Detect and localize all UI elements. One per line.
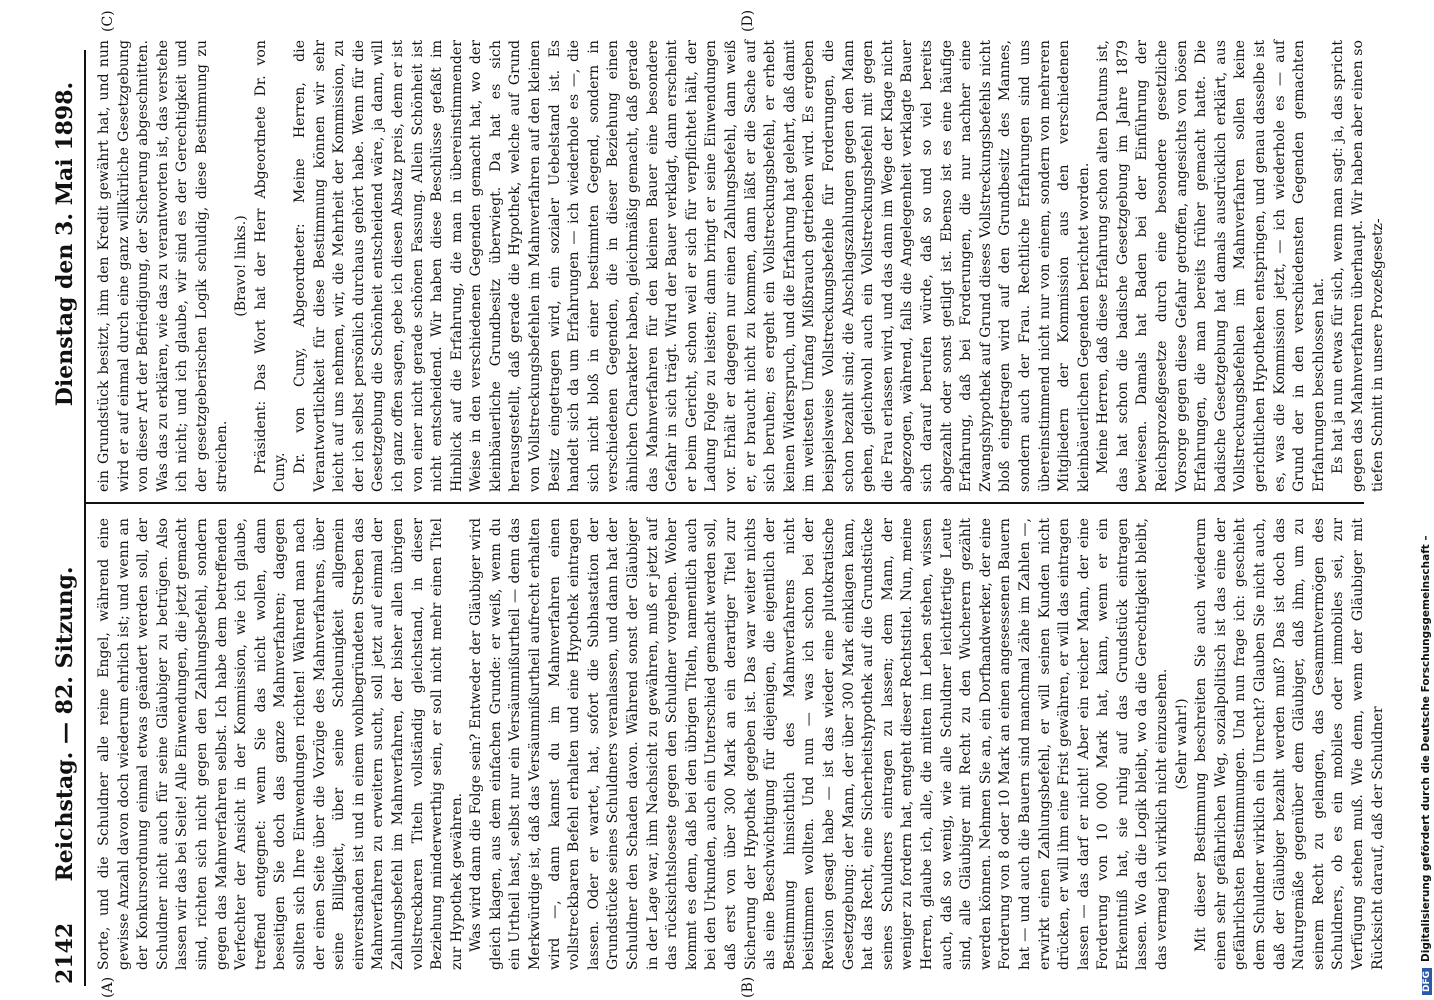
page-header [50,60,84,984]
page-number: 2142 [52,922,78,984]
column-divider [84,502,1364,504]
margin-letter-c: (C) [100,10,116,32]
paragraph: Was wird dann die Folge sein? Entweder der Gläubiger wird gleich klagen, aus dem einfachen Grunde: er weiß, wenn du ein Urtheil hast, selbst nur ein Versäumnißurtheil — denn das Merkwürdige ist, daß das Versäumnißurtheil aufrecht erhalten wird —, dann kannst du im Mahnverfahren einen vollstreckbaren Befehl erhalten und eine Hypothek eintragen lassen. Oder er wartet, hat, sofort die Subhastation der Grundstücke seines Schuldners veranlassen, und dann hat der Schuldner den Schaden davon. Während sonst der Gläubiger in der Lage war, ihm Nachsicht zu gewähren, muß er jetzt auf das rücksichtsloseste gegen den Schuldner vorgehen. Woher kommt es denn, daß bei den übrigen Titeln, namentlich auch bei den Urkunden, auch ein Unterschied gemacht werden soll, daß erst von über 300 Mark an ein derartiger Titel zur Sicherung der Hypothek gegeben ist. Das war weiter nichts als eine Beschwichtigung für diejenigen, die eigentlich der Bestimmung hinsichtlich des Mahnverfahrens nicht beistimmen wollten. Und nun — was ich schon bei der Revision gesagt habe — ist das wieder eine plutokratische Gesetzgebung: der Mann, der über 300 Mark einklagen kann, hat das Recht, eine Sicherheitshypothek auf die Grundstücke seines Schuldners eintragen zu lassen; dem Mann, der weniger zu fordern hat, entgeht dieser Rechtstitel. Nun, meine Herren, glaube ich, alle, die mitten im Leben stehen, wissen auch, daß so wenig, wie alle Schuldner leichtfertige Leute sind, alle Gläubiger mit Recht zu den Wucherern gezählt werden können. Nehmen Sie an, ein Dorfhandwerker, der eine Forderung von 8 oder 10 Mark an einen angesessenen Bauern hat — und auch die Bauern sind manchmal zähe im Zahlen —, erwirkt einen Zahlungsbefehl, er will seinen Kunden nicht drücken, er will ihm eine Frist gewähren, er will das eintragen lassen — das darf er nicht! Aber ein reicher Mann, der eine Forderung von 10 000 Mark hat, kann, wenn er ein Erkenntniß hat, sie ruhig auf das Grundstück eintragen lassen. Wo da die Logik bleibt, wo da die Gerechtigkeit bleibt, das vermag ich wirklich nicht einzusehen. [468,518,1171,970]
paragraph: ein Grundstück besitzt, ihm den Kredit gewährt hat, und nun wird er auf einmal durch eine ganz willkürliche Gesetzgebung von dieser Art der Befriedigung, der Sicherung abgeschnitten. Was das zu erklären, wie das zu verantworten ist, das verstehe ich nicht; und ich glaube, wir sind es der Gerechtigkeit und der gesetzgeberischen Logik schuldig, diese Bestimmung zu streichen. [96,40,230,492]
paragraph: Es hat ja nun etwas für sich, wenn man sagt: ja, das spricht gegen das Mahnverfahren überhaupt. Wir haben aber einen so tiefen Schnitt in unsere Prozeßgesetz- [1330,40,1386,492]
dfg-badge: DFG [1422,968,1432,995]
session-title: Reichstag. — 82. Sitzung. [52,566,78,882]
speaker-intro: Präsident: Das Wort hat der Herr Abgeordnete Dr. von Cuny. [252,40,289,492]
left-column [95,518,1388,970]
right-column [95,40,1388,492]
interjection: (Bravo! links.) [233,215,250,317]
interjection: (Sehr wahr!) [1173,698,1190,790]
funding-notice [1420,5,1434,995]
header-rule [84,50,86,986]
paragraph: Sorte, und die Schuldner alle reine Engel, während eine gewisse Anzahl davon doch wiederum ehrlich ist; und wenn an der Konkursordnung einmal etwas geändert werden soll, der Schuldner nicht auch für seine Gläubiger zu betrügen. Also lassen wir das bei Seite! Alle Einwendungen, die jetzt gemacht sind, richten sich nicht gegen den Zahlungsbefehl, sondern gegen das Mahnverfahren selbst. Ich habe dem betreffenden Verfechter der Ansicht in der Kommission, wie ich glaube, treffend entgegnet: wenn Sie das nicht wollen, dann beseitigen Sie doch das ganze Mahnverfahren; dagegen sollten sich Ihre Einwendungen richten! Während man nach der einen Seite über die Vorzüge des Mahnverfahrens, über seine Billigkeit, über seine Schleunigkeit allgemein einverstanden ist und in einem wohlbegründeten Streben das Mahnverfahren zu erweitern sucht, soll jetzt auf einmal der Zahlungsbefehl im Mahnverfahren, der bisher allen übrigen vollstreckbaren Titeln vollständig gleichstand, in dieser Beziehung minderwerthig sein, er soll nicht mehr einen Titel zur Hypothek gewähren. [96,518,465,970]
session-date: Dienstag den 3. Mai 1898. [52,81,78,407]
paragraph: Meine Herren, daß diese Erfahrung schon alten Datums ist, das hat schon die badische Gesetzgebung im Jahre 1879 bewiesen. Damals hat Baden bei der Einführung der Reichsprozeßgesetze durch eine besondere gesetzliche Vorsorge gegen diese Gefahr getroffen, angesichts von bösen Erfahrungen, die man bereits früher gemacht hatte. Die badische Gesetzgebung hat damals ausdrücklich erklärt, aus Vollstreckungsbefehlen im Mahnverfahren sollen keine gerichtlichen Hypotheken entspringen, und genau dasselbe ist es, was die Kommission jetzt, — ich wiederhole es — auf Grund der in den verschiedensten Gegenden gemachten Erfahrungen beschlossen hat. [1095,40,1327,492]
paragraph: Mit dieser Bestimmung beschreiten Sie auch wiederum einen sehr gefährlichen Weg, sozialpolitisch ist das eine der gefährlichsten Bestimmungen. Und nun frage ich: geschieht dem Schuldner wirklich ein Unrecht? Glauben Sie nicht auch, daß der Gläubiger bezahlt werden muß? Das ist doch das Naturgemäße gegenüber dem Gläubiger, daß ihm, um zu seinem Recht zu gelangen, das Gesammtvermögen des Schuldners, ob es ein mobiles oder immobiles sei, zur Verfügung stehen muß. Wie denn, wenn der Gläubiger mit Rücksicht darauf, daß der Schuldner [1193,518,1386,970]
margin-letter-b: (B) [740,976,756,998]
funding-text: Digitalisierung gefördert durch die Deutsche Forschungsgemeinschaft – [1420,535,1432,962]
margin-letter-a: (A) [100,976,116,998]
margin-letter-d: (D) [740,9,756,32]
paragraph: Dr. von Cuny, Abgeordneter: Meine Herren, die Verantwortlichkeit für diese Bestimmung können wir sehr leicht auf uns nehmen, wir, die Mehrheit der Kommission, zu der ich selbst persönlich durchaus gehört habe. Wenn für die Gesetzgebung die Schönheit entscheidend wäre, ja dann, will ich ganz offen sagen, gebe ich diesen Absatz preis, denn er ist von einer nicht gerade schönen Fassung. Allein Schönheit ist nicht entscheidend. Wir haben diese Beschlüsse gefaßt im Hinblick auf die Erfahrung, die man in übereinstimmender Weise in den verschiedenen Gegenden gemacht hat, wo der kleinbäuerliche Grundbesitz überwiegt. Da hat es sich herausgestellt, daß gerade die Hypothek, welche auf Grund von Vollstreckungsbefehlen im Mahnverfahren auf den kleinen Besitz eingetragen wird, ein sozialer Uebelstand ist. Es handelt sich da um Erfahrungen — ich wiederhole es —, die sich nicht bloß in einer bestimmten Gegend, sondern in verschiedenen Gegenden, die in dieser Beziehung einen ähnlichen Charakter haben, gleichmäßig gemacht, daß gerade das Mahnverfahren für den kleinen Bauer eine besondere Gefahr in sich trägt. Wird der Bauer verklagt, dann erscheint er beim Gericht, schon weil er sich für verpflichtet hält, der Ladung Folge zu leisten; dann bringt er seine Einwendungen vor. Erhält er dagegen nur einen Zahlungsbefehl, dann weiß er, er braucht nicht zu kommen, dann läßt er die Sache auf sich beruhen; es ergeht ein Vollstreckungsbefehl, er erhebt keinen Widerspruch, und die Erfahrung hat gelehrt, daß damit im weitesten Umfang Mißbrauch getrieben wird. Es ergeben beispielsweise Vollstreckungsbefehle für Forderungen, die schon bezahlt sind; die Abschlagszahlungen gegen den Mann gehen, gleichwohl auch ein Vollstreckungsbefehl mit gegen die Frau erlassen wird, und das dann im Wege der Klage nicht abgezogen, während, falls die Angelegenheit verklagte Bauer sich darauf berufen würde, daß so und so viel bereits abgezahlt oder sonst getilgt ist. Ebenso ist es eine häufige Erfahrung, daß bei Forderungen, die nur nachher eine Zwangshypothek auf Grund dieses Vollstreckungsbefehls nicht bloß eingetragen wird auf den Grundbesitz des Mannes, sondern auch der Frau. Rechtliche Erfahrungen sind uns übereinstimmend nicht nur von einem, sondern von mehreren Mitgliedern der Kommission aus den verschiedenen kleinbäuerlichen Gegenden berichtet worden. [291,40,1092,492]
funding-sidebar [1418,5,1434,995]
